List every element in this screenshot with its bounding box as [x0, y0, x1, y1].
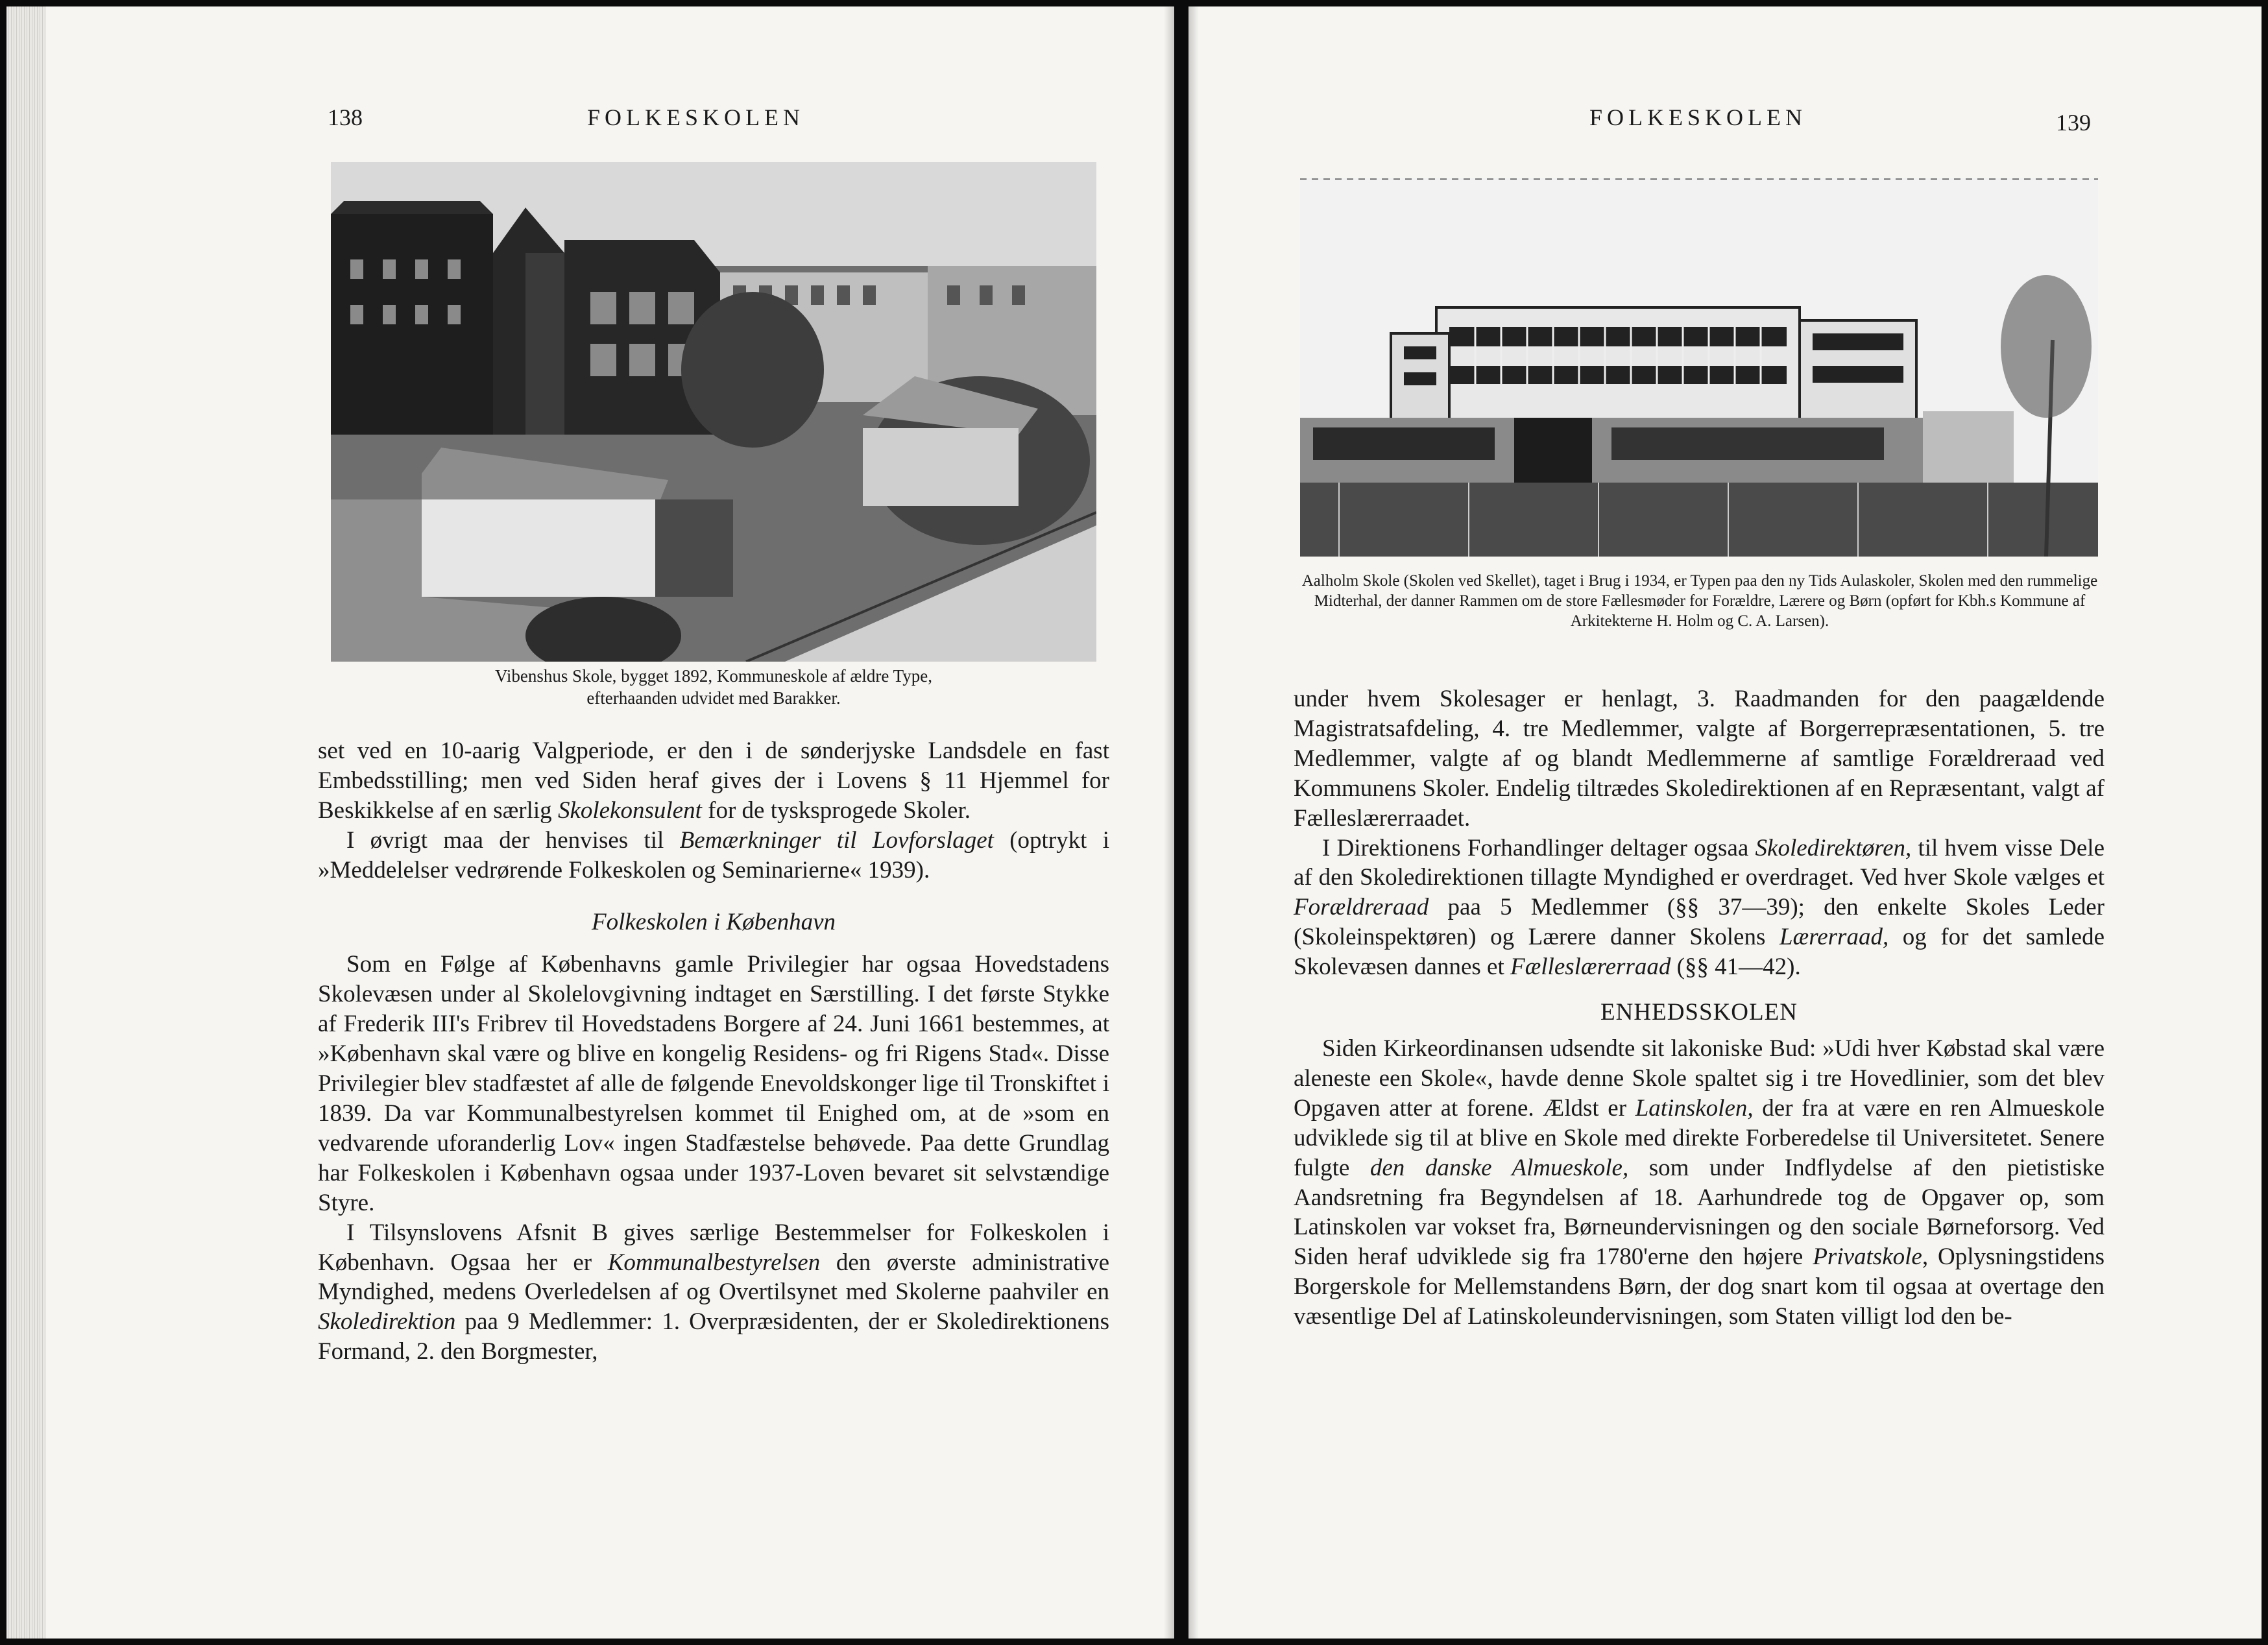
section-heading: ENHEDSSKOLEN [1600, 999, 1798, 1026]
photo-caption [370, 665, 1057, 709]
photo-aalholm-skole [1300, 178, 2098, 557]
paragraph: I øvrigt maa der henvises til Bemærkninger til Lovforslaget (optrykt i »Meddelelser vedrørende Folkeskolen og Seminarierne« 1939). [318, 826, 1109, 883]
page-edges [6, 6, 45, 1639]
section-subheading: Folkeskolen i København [591, 908, 836, 935]
running-head: FOLKESKOLEN [587, 104, 804, 130]
page-number: 139 [2056, 110, 2091, 136]
gutter-shadow [1188, 6, 1199, 1639]
running-head: FOLKESKOLEN [1589, 104, 1807, 130]
paragraph: set ved en 10-aarig Valgperiode, er den i de sønderjyske Landsdele en fast Embedsstilling; men ved Siden heraf gives der i Lovens § 11 Hjemmel for Beskikkelse af en særlig Skolekonsulent for de tysksprogede Skoler. [318, 738, 1109, 824]
paragraph: under hvem Skolesager er henlagt, 3. Raadmanden for den paagældende Magistratsafdeling, 4. tre Medlemmer, valgte af Borgerrepræsentationen, 5. tre Medlemmer, valgte af og blandt Medlemmerne af samtlige Forældreraad ved Kommunens Skoler. Endelig tiltrædes Skoledirektionen af en Repræsentant, valgt af Fælleslærerraadet. [1294, 686, 2105, 832]
page-number: 138 [328, 104, 363, 130]
caption-line: efterhaanden udvidet med Barakker. [586, 688, 841, 708]
paragraph: I Tilsynslovens Afsnit B gives særlige Bestemmelser for Folkeskolen i København. Ogsaa her er Kommunalbestyrelsen den øverste administrative Myndighed, medens Overledelsen af og Overtilsynet med Skolerne paahviler en Skoledirektion paa 9 Medlemmer: 1. Overpræsidenten, der er Skoledirektionens Formand, 2. den Borgmester, [318, 1219, 1110, 1365]
caption-line: Vibenshus Skole, bygget 1892, Kommuneskole af ældre Type, [495, 666, 932, 686]
photo-vibenshus-skole [331, 162, 1096, 662]
paragraph: Siden Kirkeordinansen udsendte sit lakoniske Bud: »Udi hver Købstad skal være aleneste een Skole«, havde denne Skole spaltet sig i tre Hovedlinier, som det blev Opgaven atter at forene. Ældst er Latinskolen, der fra at være en ren Almueskole udviklede sig til at blive en Skole med direkte Forberedelse til Universitetet. Senere fulgte den danske Almueskole, som under Indflydelse af den pietistiske Aandsretning fra Begyndelsen af 18. Aarhundrede tog de Opgaver op, som Latinskolen var vokset fra, Børneundervisningen og den sociale Børneforsorg. Ved Siden heraf udviklede sig fra 1780'erne den højere Privatskole, Oplysningstidens Borgerskole for Mellemstandens Børn, der dog snart kom til ogsaa at overtage den væsentlige Del af Latinskoleundervisningen, som Staten villigt lod den be- [1294, 1035, 2105, 1330]
right-page [1188, 6, 2262, 1639]
body-text [1294, 684, 2105, 1332]
left-page [6, 6, 1174, 1639]
paragraph: Som en Følge af Københavns gamle Privilegier har ogsaa Hovedstadens Skolevæsen under al Skolelovgivning indtaget en Særstilling. I det første Stykke af Frederik III's Fribrev til Hovedstadens Borgere af 24. Juni 1661 bestemmes, at »København skal være og blive en kongelig Residens- og fri Rigens Stad«. Disse Privilegier blev stadfæstet af alle de følgende Enevoldskonger lige til Tronskiftet i 1839. Da var Kommunalbestyrelsen kommet til Enighed om, at de »som en vedvarende uforanderlig Lov« ingen Stadfæstelse behøvede. Paa dette Grundlag har Folkeskolen i København ogsaa under 1937-Loven bevaret sit selvstændige Styre. [318, 951, 1109, 1216]
paragraph: I Direktionens Forhandlinger deltager ogsaa Skoledirektøren, til hvem visse Dele af den Skoledirektionen tillagte Myndighed er overdraget. Ved hver Skole vælges et Forældreraad paa 5 Medlemmer (§§ 37—39); den enkelte Skoles Leder (Skoleinspektøren) og Lærere danner Skolens Lærerraad, og for det samlede Skolevæsen dannes et Fælleslærerraad (§§ 41—42). [1294, 834, 2105, 981]
photo-caption: Aalholm Skole (Skolen ved Skellet), taget i Brug i 1934, er Typen paa den ny Tids Aulaskoler, Skolen med den rummelige Midterhal, der danner Rammen om de store Fællesmøder for Forældre, Lærere og Børn (opført for Kbh.s Kommune af Arkitekterne H. Holm og C. A. Larsen). [1301, 572, 2098, 630]
body-text [318, 736, 1109, 1367]
gutter-shadow [1164, 6, 1174, 1639]
